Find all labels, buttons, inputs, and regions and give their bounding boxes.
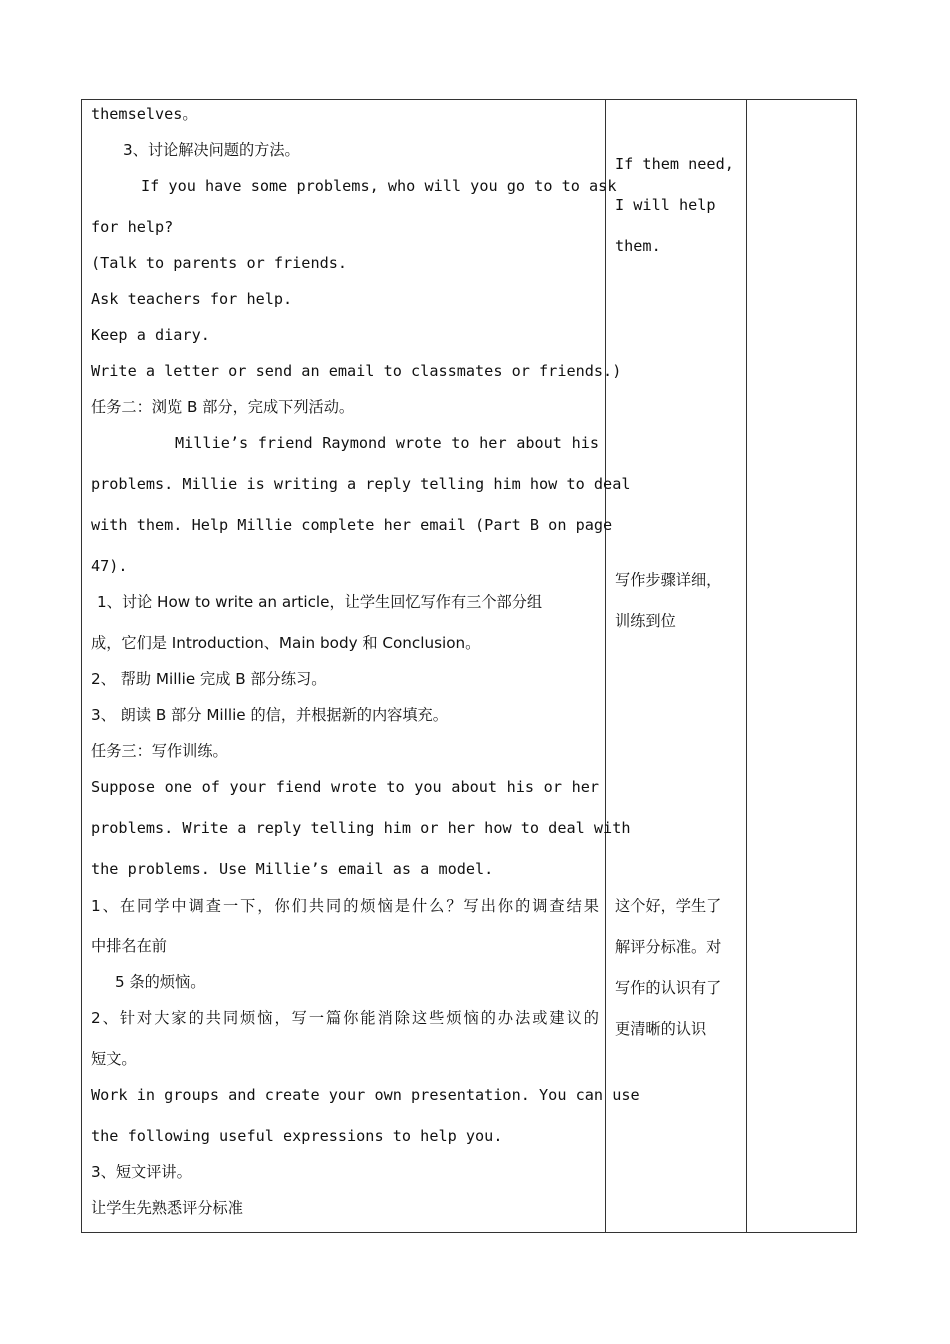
note-line: 写作步骤详细，: [615, 571, 722, 589]
text-line: Suppose one of your fiend wrote to you about his or her: [91, 778, 599, 796]
note-line: 这个好，学生了: [615, 897, 722, 915]
text-line: 1、在同学中调查一下，你们共同的烦恼是什么？写出你的调查结果: [91, 897, 599, 915]
note-line: them.: [615, 237, 661, 255]
text-line: 3、讨论解决问题的方法。: [123, 141, 300, 159]
note-line: I will help: [615, 196, 716, 214]
text-line: problems. Millie is writing a reply telling him how to deal: [91, 475, 631, 493]
text-line: 让学生先熟悉评分标准: [91, 1199, 243, 1217]
text-line: with them. Help Millie complete her email (Part B on page: [91, 516, 613, 534]
text-line: the problems. Use Millie’s email as a model.: [91, 860, 494, 878]
task-heading: 任务二：浏览 B 部分，完成下列活动。: [91, 398, 355, 416]
text-line: the following useful expressions to help you.: [91, 1127, 503, 1145]
text-line: Write a letter or send an email to classmates or friends.): [91, 362, 622, 380]
note-line: 写作的认识有了: [615, 979, 722, 997]
text-line: 2、针对大家的共同烦恼，写一篇你能消除这些烦恼的办法或建议的: [91, 1009, 599, 1027]
text-line: 中排名在前: [91, 937, 167, 955]
text-line: 成，它们是 Introduction、Main body 和 Conclusion。: [91, 634, 481, 652]
text-line: 3、短文评讲。: [91, 1163, 192, 1181]
text-line: Ask teachers for help.: [91, 290, 293, 308]
column-divider-1: [605, 100, 606, 1232]
note-line: If them need,: [615, 155, 734, 173]
text-line: 5 条的烦恼。: [115, 973, 206, 991]
text-line: If you have some problems, who will you go to to ask: [141, 177, 617, 195]
note-line: 更清晰的认识: [615, 1020, 707, 1038]
text-line: 1、讨论 How to write an article，让学生回忆写作有三个部分组: [97, 593, 543, 611]
text-line: themselves。: [91, 105, 198, 123]
text-line: Millie’s friend Raymond wrote to her about his: [175, 434, 599, 452]
text-line: 2、 帮助 Millie 完成 B 部分练习。: [91, 670, 327, 688]
note-line: 训练到位: [615, 612, 676, 630]
text-line: (Talk to parents or friends.: [91, 254, 348, 272]
lesson-plan-table: [81, 99, 857, 1233]
note-line: 解评分标准。对: [615, 938, 722, 956]
text-line: Work in groups and create your own presentation. You can use: [91, 1086, 640, 1104]
empty-column: [747, 100, 856, 1232]
text-line: 3、 朗读 B 部分 Millie 的信，并根据新的内容填充。: [91, 706, 448, 724]
task-heading: 任务三：写作训练。: [91, 742, 228, 760]
text-line: 47).: [91, 557, 128, 575]
text-line: for help?: [91, 218, 174, 236]
text-line: problems. Write a reply telling him or her how to deal with: [91, 819, 631, 837]
text-line: 短文。: [91, 1050, 137, 1068]
text-line: Keep a diary.: [91, 326, 210, 344]
